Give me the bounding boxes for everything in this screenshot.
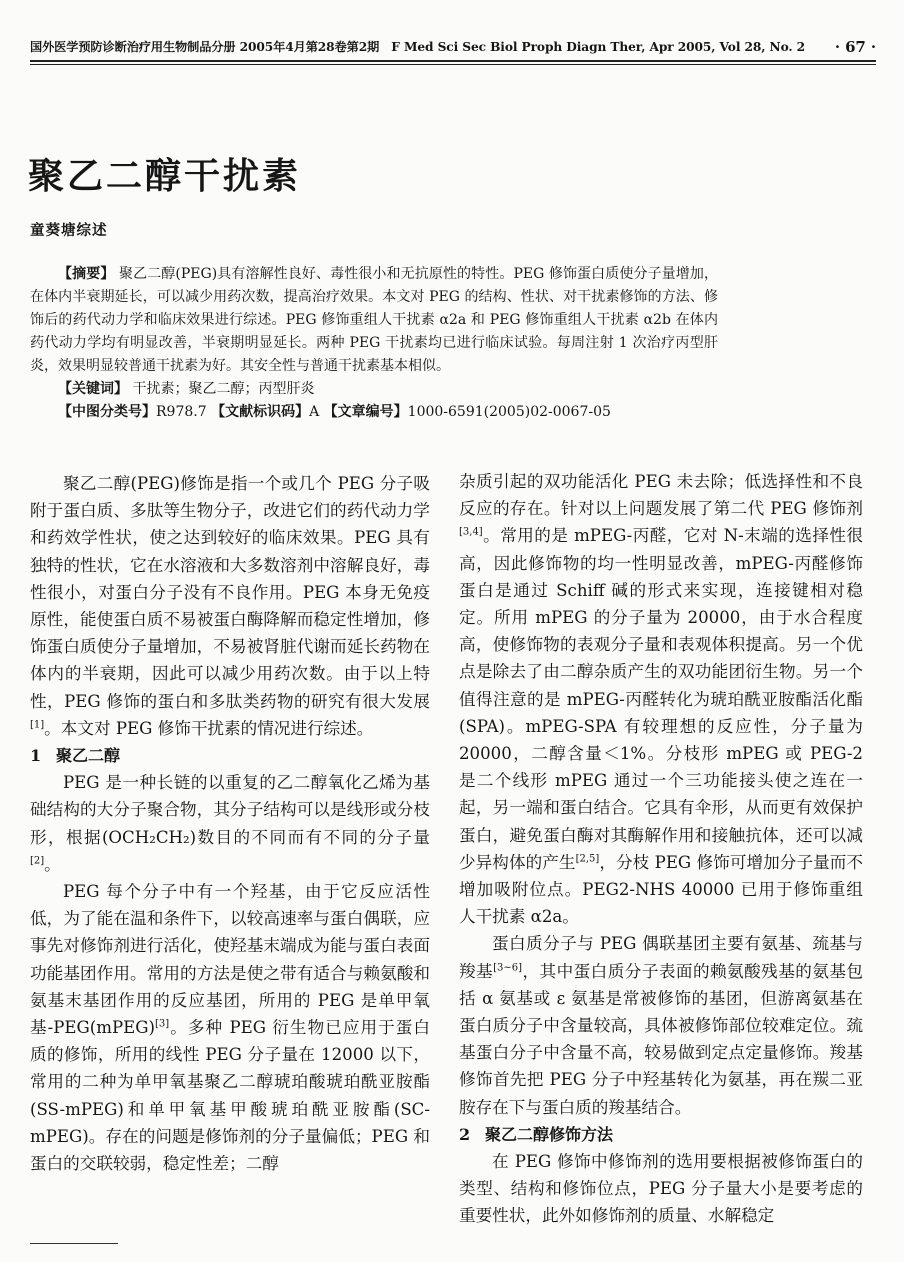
classification-line xyxy=(30,401,718,424)
header-rule xyxy=(30,60,876,62)
body-text-end: ，分枝 PEG 修饰可增加分子量而不增加吸附位点。PEG2-NHS 40000 已用于修饰重组人干扰素 α2a。 xyxy=(459,852,863,927)
citation: [3] xyxy=(155,1018,170,1030)
body-text: 。常用的是 mPEG-丙醛，它对 N-末端的选择性很高，因此修饰物的均一性明显改善，mPEG-丙醛修饰蛋白是通过 Schiff 碱的形式来实现，连接键相对稳定。所用 mPEG 的分子量为 20000，由于水合程度高，使修饰物的表观分子量和表观体积提高。另一个优点是除去了由二醇杂质产生的双功能团衍生物。另一个值得注意的是 mPEG-丙醛转化为琥珀酰亚胺酯活化酯(SPA)。mPEG-SPA 有较理想的反应性，分子量为 20000，二醇含量＜1%。分枝形 mPEG 或 PEG-2 是二个线形 mPEG 通过一个三功能接头使之连在一起，另一端和蛋白结合。它具有伞形，从而更有效保护蛋白，避免蛋白酶对其酶解作用和接触抗体，还可以减少异构体的产生 xyxy=(459,526,863,872)
abstract-label: 【摘要】 xyxy=(58,266,115,282)
abstract-text: 聚乙二醇(PEG)具有溶解性良好、毒性很小和无抗原性的特性。PEG 修饰蛋白质使分子量增加，在体内半衰期延长，可以减少用药次数，提高治疗效果。本文对 PEG 的结构、性状、对干扰素修饰的方法、修饰后的药代动力学和临床效果进行综述。PEG 修饰重组人干扰素 α2a 和 PEG 修饰重组人干扰素 α2b 在体内药代动力学均有明显改善，半衰期明显延长。两种 PEG 干扰素均已进行临床试验。每周注射 1 次治疗丙型肝炎，效果明显较普通干扰素为好。其安全性与普通干扰素基本相似。 xyxy=(30,266,718,374)
page-number: · 67 · xyxy=(834,38,876,56)
keywords-label: 【关键词】 xyxy=(58,381,128,397)
section-heading-1 xyxy=(30,742,430,769)
body-paragraph xyxy=(459,468,863,930)
article-value: 1000-6591(2005)02-0067-05 xyxy=(407,404,611,420)
doc-label: 【文献标识码】 xyxy=(211,404,310,420)
journal-citation: 国外医学预防诊断治疗用生物制品分册 2005年4月第28卷第2期 F Med Sci Sec Biol Proph Diagn Ther, Apr 2005, Vol 28, No. 2 xyxy=(30,40,806,54)
intro-text-end: 。本文对 PEG 修饰干扰素的情况进行综述。 xyxy=(44,718,374,738)
body-text: PEG 每个分子中有一个羟基，由于它反应活性低，为了能在温和条件下，以较高速率与蛋白偶联，应事先对修饰剂进行活化，使羟基末端成为能与蛋白表面功能基团作用。常用的方法是使之带有适合与赖氨酸和氨基末基团作用的反应基团，所用的 PEG 是单甲氧基-PEG(mPEG) xyxy=(30,882,430,1038)
body-text: 杂质引起的双功能活化 PEG 未去除；低选择性和不良反应的存在。针对以上问题发展了第二代 PEG 修饰剂 xyxy=(459,472,863,519)
body-text-end: ，其中蛋白质分子表面的赖氨酸残基的氨基包括 α 氨基或 ε 氨基是常被修饰的基团，但游离氨基在蛋白质分子中含量较高，具体被修饰部位较难定位。巯基蛋白分子中含量不高，较易做到定点定量修饰。羧基修饰首先把 PEG 分子中羟基转化为氨基，再在羰二亚胺存在下与蛋白质的羧基结合。 xyxy=(459,961,864,1117)
right-column xyxy=(459,468,863,1230)
body-text-end: 。 xyxy=(44,854,61,874)
section-title: 聚乙二醇修饰方法 xyxy=(485,1124,614,1144)
body-text: 蛋白质分子与 PEG 偶联基团主要有氨基、巯基与羧基 xyxy=(459,934,863,981)
left-column xyxy=(30,470,430,1177)
body-paragraph xyxy=(30,769,430,878)
running-header xyxy=(30,38,876,55)
section-heading-2 xyxy=(459,1121,863,1148)
article-title: 聚乙二醇干扰素 xyxy=(28,155,302,197)
body-text: PEG 是一种长链的以重复的乙二醇氧化乙烯为基础结构的大分子聚合物，其分子结构可以是线形或分枝形，根据(OCH₂CH₂)数目的不同而有不同的分子量 xyxy=(30,773,430,847)
header-rule-thin xyxy=(30,64,876,65)
abstract-paragraph xyxy=(30,263,718,378)
cls-label: 【中图分类号】 xyxy=(58,404,156,420)
intro-paragraph xyxy=(30,470,430,742)
citation: [3~6] xyxy=(493,962,523,974)
intro-text: 聚乙二醇(PEG)修饰是指一个或几个 PEG 分子吸附于蛋白质、多肽等生物分子，改进它们的药代动力学和药效学性状，使之达到较好的临床效果。PEG 具有独特的性状，它在水溶液和大多数溶剂中溶解良好，毒性很小，对蛋白分子没有不良作用。PEG 本身无免疫原性，能使蛋白质不易被蛋白酶降解而稳定性增加，修饰蛋白质使分子量增加，不易被肾脏代谢而延长药物在体内的半衰期，因此可以减少用药次数。由于以上特性，PEG 修饰的蛋白和多肽类药物的研究有很大发展 xyxy=(30,474,430,711)
section-number: 2 xyxy=(459,1124,471,1144)
section-number: 1 xyxy=(30,746,42,766)
keywords-line xyxy=(30,378,718,401)
citation: [1] xyxy=(30,719,45,731)
citation: [2,5] xyxy=(575,853,600,865)
keywords-text: 干扰素；聚乙二醇；丙型肝炎 xyxy=(132,381,315,397)
body-paragraph xyxy=(459,1148,863,1230)
citation: [3,4] xyxy=(459,526,483,538)
author-line: 童葵塘综述 xyxy=(30,222,108,239)
article-label: 【文章编号】 xyxy=(323,404,408,420)
citation: [2] xyxy=(30,855,45,867)
footnote-rule xyxy=(30,1243,118,1244)
body-paragraph xyxy=(459,930,863,1120)
body-text-end: 。多种 PEG 衍生物已应用于蛋白质的修饰，所用的线性 PEG 分子量在 12000 以下，常用的二种为单甲氧基聚乙二醇琥珀酸琥珀酰亚胺酯(SS-mPEG)和单甲氧基甲酸琥珀酰亚胺酯(SC-mPEG)。存在的问题是修饰剂的分子量偏低；PEG 和蛋白的交联较弱，稳定性差；二醇 xyxy=(30,1018,430,1174)
section-title: 聚乙二醇 xyxy=(56,746,121,766)
abstract-block xyxy=(30,263,718,424)
doc-value: A xyxy=(309,404,320,420)
body-text: 在 PEG 修饰中修饰剂的选用要根据被修饰蛋白的类型、结构和修饰位点，PEG 分子量大小是要考虑的重要性状，此外如修饰剂的质量、水解稳定 xyxy=(459,1152,863,1226)
cls-value: R978.7 xyxy=(156,404,207,420)
body-paragraph xyxy=(30,878,430,1177)
